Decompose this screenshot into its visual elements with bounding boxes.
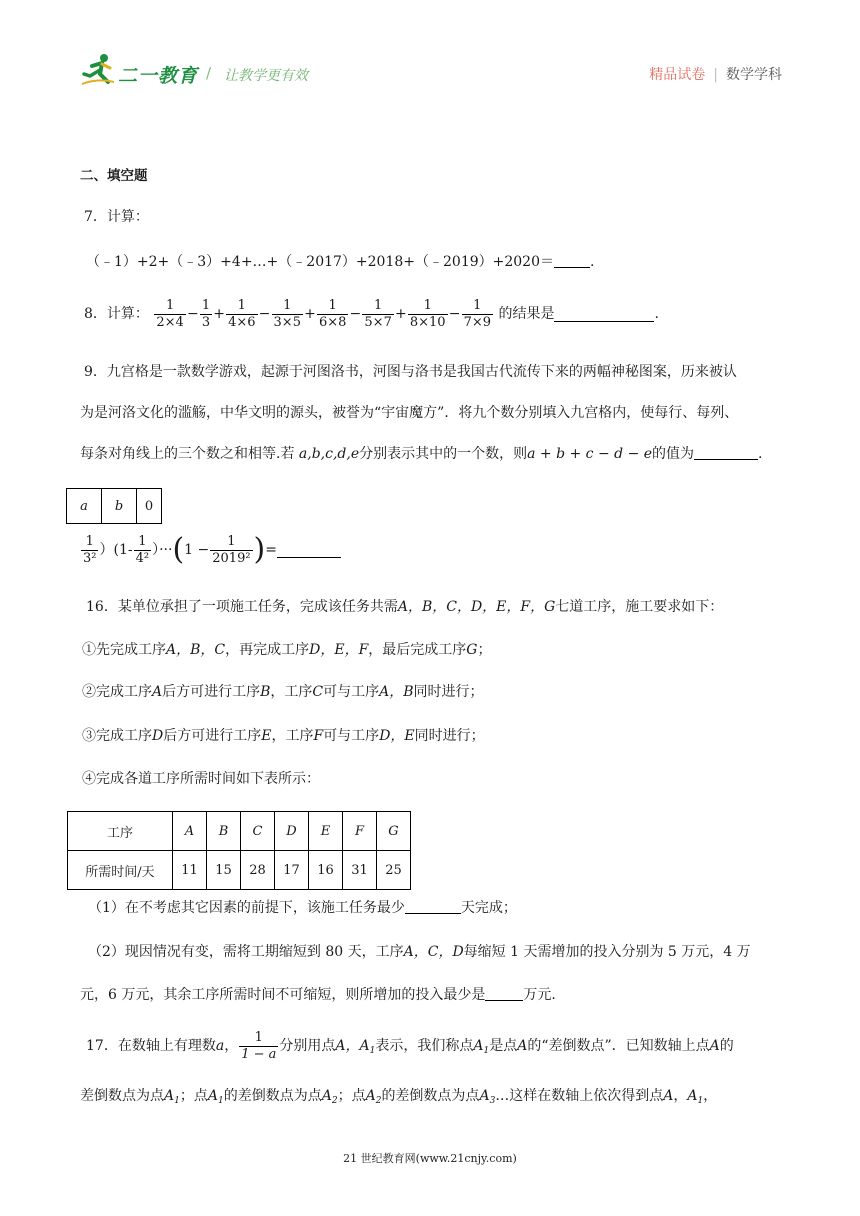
cond-text: ③完成工序 (82, 728, 152, 744)
fragment-fraction-3 (210, 534, 252, 567)
q8-fraction (272, 298, 303, 331)
cond-var: A (152, 684, 163, 700)
q9-line-3-c: 的值为 (652, 446, 695, 462)
q16-subquestion-2-line-2 (80, 985, 556, 1005)
q7-expression (86, 252, 594, 272)
q9-grid-cell (102, 489, 137, 524)
product-fragment (80, 528, 341, 572)
cond-text: 后方可进行工序 (162, 684, 261, 700)
q17-var: A，A (335, 1038, 370, 1054)
q16-s1-tail: 天完成； (460, 900, 517, 916)
q9-grid-cell (67, 489, 102, 524)
fraction-denominator: 2×4 (156, 314, 184, 330)
q9-grid-cell-text: b (114, 498, 124, 514)
table-value-row (68, 851, 411, 890)
q9-grid-cell-text: 0 (144, 498, 154, 514)
q8-fraction (200, 298, 212, 331)
q8-operator: + (304, 306, 316, 322)
cond-var: G (466, 642, 478, 658)
fraction-denominator: 4×6 (228, 314, 256, 330)
table-header-text: D (286, 823, 297, 839)
fraction-denominator: 3 (201, 314, 211, 330)
page-header (80, 50, 782, 90)
fragment-fraction-1 (81, 534, 98, 567)
q8-line (84, 296, 659, 332)
cond-text: ①先完成工序 (82, 642, 166, 658)
q16-s2-text: （2）现因情况有变，需将工期缩短到 80 天，工序 (88, 944, 404, 960)
cond-text: ②完成工序 (82, 684, 152, 700)
q8-fraction (462, 298, 493, 331)
table-header-cell (241, 812, 275, 851)
header-divider: / (206, 64, 212, 82)
q9-expression: a + b + c − d − e (527, 446, 653, 462)
table-header-text: A (184, 823, 195, 839)
header-label: 精品试卷 (649, 67, 706, 83)
q16-condition-2 (82, 682, 484, 702)
table-header-row (68, 812, 411, 851)
fraction-denominator: 4² (135, 550, 150, 566)
q17-text: …这样在数轴上依次得到点 (495, 1088, 664, 1104)
q16-time-table (67, 811, 411, 890)
fraction-denominator: 3×5 (273, 314, 301, 330)
q17-fraction (239, 1030, 278, 1063)
section-title: 二、填空题 (80, 168, 148, 184)
cond-text: 可与工序 (323, 684, 380, 700)
q16-intro (86, 597, 723, 617)
cond-var: B (260, 684, 271, 700)
table-header-text: E (320, 823, 331, 839)
fraction-numerator: 1 (408, 298, 448, 315)
q16-s2-blank (485, 986, 523, 1001)
q9-period: . (758, 446, 763, 462)
q8-operator: − (448, 306, 461, 322)
right-paren: ) (253, 532, 266, 567)
q9-grid-cell-text: a (80, 498, 88, 514)
q17-text: ；点 (337, 1088, 366, 1104)
q7-answer-blank (554, 253, 590, 268)
q16-subquestion-1 (88, 898, 517, 918)
cond-text: ，工序 (271, 728, 314, 744)
q8-operator: − (258, 306, 271, 322)
q16-condition-3 (82, 726, 485, 746)
q7-period: . (590, 254, 595, 270)
fraction-numerator: 1 (154, 298, 185, 315)
fragment-equals: = (265, 542, 277, 558)
table-header-cell (309, 812, 343, 851)
q9-line-3-a: 每条对角线上的三个数之和相等.若 (80, 446, 295, 462)
fraction-numerator: 1 (81, 534, 98, 551)
q8-fractions (153, 297, 494, 330)
q16-subquestion-2-line-1 (88, 942, 751, 962)
fragment-fraction-2 (134, 534, 151, 567)
runner-logo-icon (80, 52, 116, 88)
fraction-numerator: 1 (210, 534, 252, 551)
q9-grid (66, 488, 162, 524)
fraction-numerator: 1 (362, 298, 393, 315)
q8-lead: 8．计算： (84, 306, 149, 322)
q9-line-1: 9．九宫格是一款数学游戏，起源于河图洛书，河图与洛书是我国古代流传下来的两幅神秘图案，历来被认 (84, 364, 737, 380)
q9-grid-row (67, 489, 162, 524)
table-cell: 17 (275, 851, 309, 890)
q8-fraction (362, 298, 393, 331)
q9-vars: a,b,c,d,e (298, 446, 360, 462)
q17-denominator-text: 1 − a (241, 1046, 277, 1062)
q16-s1-text: （1）在不考虑其它因素的前提下，该施工任务最少 (88, 900, 405, 916)
header-right (649, 64, 782, 84)
q17-text: 的差倒数点为点 (381, 1088, 480, 1104)
q16-s2-text: 每缩短 1 天需增加的投入分别为 5 万元，4 万 (463, 944, 751, 960)
q16-s2-tail: 万元. (523, 987, 556, 1003)
q9-answer-blank (694, 445, 758, 460)
q8-operator: + (394, 306, 407, 322)
table-cell: 11 (173, 851, 207, 890)
fraction-denominator: 5×7 (364, 314, 392, 330)
fragment-mid: ）(1- (99, 542, 133, 558)
table-header-cell (207, 812, 241, 851)
q17-text: ， (703, 1088, 718, 1104)
table-row-header: 所需时间/天 (68, 851, 173, 890)
cond-text: 可与工序 (323, 728, 380, 744)
fraction-denominator (239, 1047, 278, 1063)
table-row-header: 工序 (68, 812, 173, 851)
q16-condition-4: ④完成各道工序所需时间如下表所示： (82, 771, 320, 787)
fraction-denominator: 3² (83, 550, 97, 566)
cond-var: D，E，F (309, 642, 369, 658)
q8-answer-blank (554, 307, 654, 322)
brand-name: 二一教育 (118, 65, 199, 87)
header-separator: | (713, 67, 718, 83)
q8-fraction (408, 298, 448, 331)
q17-line-2: 差倒数点为点$A_1$；点$A_1$的差倒数点为点$A_2$；点$A_2$的差倒数点为点$A_3\dots$这样在数轴上依次得到点A，$A_1$， (80, 1088, 718, 1106)
table-cell: 31 (343, 851, 377, 890)
fragment-dots: ）··· (152, 542, 173, 558)
cond-var: D，E (379, 728, 415, 744)
table-header-cell (275, 812, 309, 851)
q8-operator: − (186, 306, 199, 322)
q16-s1-blank (405, 899, 461, 914)
q17-text: 是点 (489, 1038, 518, 1054)
q17-text: 分别用点 (279, 1038, 336, 1054)
table-header-text: C (252, 823, 263, 839)
q8-tail: 的结果是 (498, 306, 555, 322)
q17-text: 的 (719, 1038, 734, 1054)
table-header-text: G (388, 823, 399, 839)
q9-line-3-b: 分别表示其中的一个数，则 (359, 446, 528, 462)
fraction-denominator: 8×10 (409, 314, 446, 330)
q16-intro-tail: 七道工序，施工要求如下： (555, 599, 724, 615)
fraction-numerator: 1 (134, 534, 151, 551)
table-header-cell (173, 812, 207, 851)
q17-var: a (215, 1038, 225, 1054)
fraction-denominator: 6×8 (318, 314, 347, 330)
page-footer: 21 世纪教育网(www.21cnjy.com) (343, 1152, 517, 1165)
q17-line-1: 17．在数轴上有理数a， $\frac{1}{1 - a}$ 分别用点A，$A_1$表示，我们称点$A_1$是点A的“差倒数点”．已知数轴上点A的 (86, 1029, 734, 1062)
cond-text: 同时进行； (414, 728, 485, 744)
cond-var: D (152, 728, 164, 744)
cond-text: ，最后完成工序 (368, 642, 467, 658)
q16-s2-text: 元，6 万元，其余工序所需时间不可缩短，则所增加的投入最少是 (80, 987, 486, 1003)
cond-var: E (261, 728, 272, 744)
cond-text: ，再完成工序 (225, 642, 310, 658)
fraction-numerator: 1 (462, 298, 493, 315)
q8-operator: + (213, 306, 225, 322)
q9-line-2: 为是河洛文化的滥觞，中华文明的源头，被誉为“宇宙魔方”．将九个数分别填入九宫格内，使每行、每列、 (80, 405, 739, 421)
table-header-cell (377, 812, 411, 851)
table-header-text: B (218, 823, 229, 839)
cond-var: A，B (379, 684, 414, 700)
cond-var: A，B，C (166, 642, 226, 658)
q16-intro-vars: A，B，C，D，E，F，G (397, 599, 556, 615)
table-cell: 25 (377, 851, 411, 890)
cond-text: 后方可进行工序 (163, 728, 262, 744)
fraction-numerator: 1 (201, 297, 211, 313)
cond-text: 同时进行； (413, 684, 484, 700)
fragment-f3-lead: 1 − (184, 542, 210, 558)
cond-text: ； (477, 642, 492, 658)
q17-text: 的差倒数点为点 (223, 1088, 322, 1104)
q9-grid-cell (137, 489, 162, 524)
fraction-denominator: 2019² (212, 550, 251, 566)
q16-intro-text: 16．某单位承担了一项施工任务，完成该任务共需 (86, 599, 398, 615)
table-header-text: F (354, 823, 365, 839)
fraction-numerator: 1 (226, 298, 257, 315)
fraction-numerator: 1 (239, 1030, 278, 1047)
table-cell: 28 (241, 851, 275, 890)
header-subject: 数学学科 (726, 67, 782, 83)
table-cell: 15 (207, 851, 241, 890)
q8-period: . (654, 306, 659, 322)
table-cell: 16 (309, 851, 343, 890)
q17-text: 表示，我们称点 (375, 1038, 474, 1054)
fraction-denominator: 7×9 (463, 314, 491, 330)
fraction-numerator: 1 (272, 298, 303, 315)
q17-text: 差倒数点为点 (80, 1088, 164, 1104)
q16-condition-1 (82, 640, 491, 660)
brand-slogan: 让教学更有效 (224, 68, 308, 84)
q17-text: 17．在数轴上有理数 (86, 1038, 216, 1054)
fraction-numerator: 1 (317, 298, 348, 315)
q7-expression-text: （﹣1）+2+（﹣3）+4+…+（﹣2017）+2018+（﹣2019）+2020＝ (86, 254, 554, 270)
table-header-cell (343, 812, 377, 851)
q8-fraction (317, 298, 348, 331)
q17-text: ；点 (179, 1088, 208, 1104)
q8-fraction (226, 298, 257, 331)
q7-title: 7．计算： (84, 209, 149, 225)
left-paren: ( (172, 532, 185, 567)
q8-fraction (154, 298, 185, 331)
q9-line-3 (80, 444, 762, 464)
q17-text: 的“差倒数点”．已知数轴上点 (527, 1038, 710, 1054)
cond-var: C (312, 684, 324, 700)
q16-s2-vars: A，C，D (403, 944, 464, 960)
q8-operator: − (349, 306, 362, 322)
fragment-answer-blank (277, 543, 341, 558)
cond-var: F (313, 728, 324, 744)
cond-text: ，工序 (270, 684, 313, 700)
